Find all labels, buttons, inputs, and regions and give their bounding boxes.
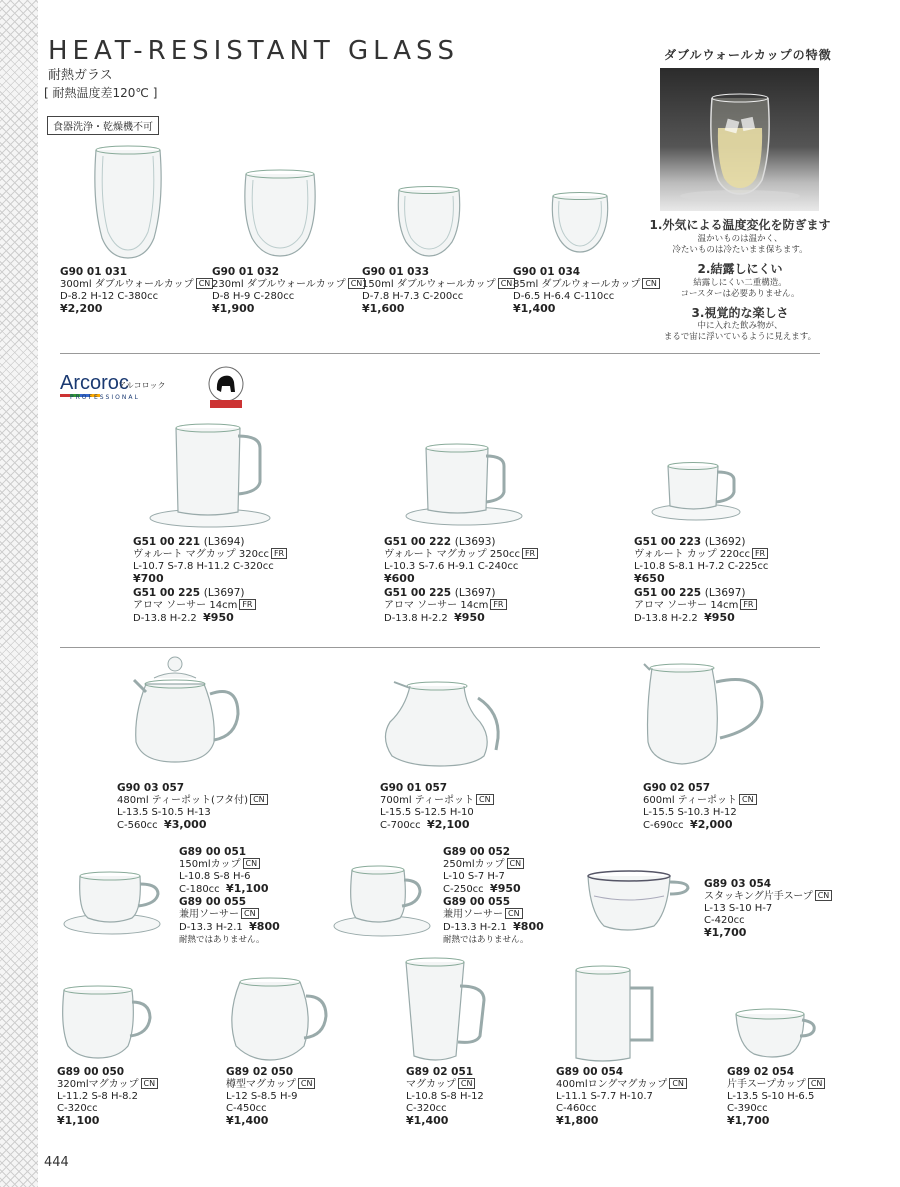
cup-150-with-saucer-image [62,870,166,938]
teapot-480-image [130,654,244,770]
product-name: 250mlカップ [443,859,505,870]
product-code-line [133,587,287,599]
page-hatch-margin [0,0,38,1187]
product-price: ¥1,400 [406,1114,449,1127]
product-dims: D-13.8 H-2.2 [384,613,448,624]
feature-1-line-2: 冷たいものは冷たいまま保ちます。 [672,245,808,255]
origin-tag: CN [815,890,833,901]
origin-tag: CN [669,1078,687,1089]
product-dims: L-13.5 S-10 H-6.5 [727,1091,815,1102]
product-name: マグカップ [406,1079,456,1090]
product-code: G51 00 223 [634,536,702,548]
product-dims: D-13.3 H-2.1 [179,922,243,933]
not-heat-resistant-note: 耐熱ではありません。 [179,935,265,945]
product-dims: D-13.8 H-2.2 [133,613,197,624]
product-dims-price-line [179,921,280,934]
product-price: ¥950 [454,611,485,624]
product-dims: L-11.2 S-8 H-8.2 [57,1091,138,1102]
product-cap-price-line [443,883,544,896]
product-dims: L-13 S-10 H-7 [704,903,773,914]
product-price: ¥1,100 [226,882,269,895]
product-capacity: C-700cc [380,820,421,831]
origin-tag: CN [476,794,494,805]
page-subtitle: 耐熱ガラス [48,68,113,83]
product-name: アロマ ソーサー 14cm [384,600,489,611]
product-dims: D-8 H-9 C-280cc [212,291,295,302]
origin-tag: CN [243,858,261,869]
product-code: G89 00 054 [556,1066,624,1078]
product-g9003057 [117,782,268,832]
volute-mug-320-image [148,418,272,530]
product-name-line [212,278,365,291]
mug-tall-320-image [400,956,490,1066]
product-name: 兼用ソーサー [179,909,239,920]
feature-2-line-2: コースターは必要ありません。 [680,289,800,299]
origin-tag: CN [505,908,523,919]
stacking-soup-cup-image [584,868,692,938]
product-dims: L-10.3 S-7.6 H-9.1 C-240cc [384,561,519,572]
origin-tag: FR [752,548,768,559]
product-price: ¥700 [133,572,164,585]
page-title: HEAT-RESISTANT GLASS [48,36,460,66]
product-dims: D-7.8 H-7.3 C-200cc [362,291,464,302]
soup-cup-image [732,1006,818,1062]
product-name-line [513,278,660,291]
origin-tag: CN [498,278,516,289]
product-capacity: C-250cc [443,884,484,895]
feature-3-heading: 3.視覚的な楽しさ [691,306,789,320]
product-name: アロマ ソーサー 14cm [634,600,739,611]
product-name-line [384,548,538,561]
feature-3-line-2: まるで宙に浮いているように見えます。 [663,332,817,342]
origin-tag: CN [241,908,259,919]
page-number: 444 [44,1155,69,1170]
product-code: G89 02 051 [406,1066,474,1078]
product-code: G90 01 032 [212,266,280,278]
product-name: 85ml ダブルウォールカップ [513,279,641,290]
arcoroc-logo-sub: PROFESSIONAL [70,394,140,401]
section-divider [60,353,820,354]
product-name: 兼用ソーサー [443,909,503,920]
product-code-line [133,536,287,548]
product-code: G90 01 057 [380,782,448,794]
double-wall-cup-300-image [88,142,168,264]
origin-tag: FR [271,548,287,559]
product-ref: (L3692) [704,536,746,548]
product-price: ¥2,000 [690,818,733,831]
product-capacity: C-180cc [179,884,220,895]
product-code-line [384,587,538,599]
feature-1-heading: 1.外気による温度変化を防ぎます [649,218,831,232]
product-g8900051 [179,846,280,946]
arcoroc-logo: Arcoroc [60,372,129,394]
product-dims: L-10 S-7 H-7 [443,871,505,882]
feature-1-line-1: 温かいものは温かく、 [697,234,783,244]
origin-tag: CN [141,1078,159,1089]
product-name: スタッキング片手スープ [704,891,813,902]
product-dims: L-13.5 S-10.5 H-13 [117,807,211,818]
product-code: G89 00 052 [443,846,511,858]
cup-250-with-saucer-image [330,864,434,940]
origin-tag: CN [507,858,525,869]
origin-tag: FR [522,548,538,559]
product-g5100222 [384,536,538,625]
product-ref: (L3697) [454,587,496,599]
product-cap-price-line [643,819,757,832]
product-price: ¥2,200 [60,302,103,315]
product-price: ¥800 [513,920,544,933]
product-g8902051 [406,1066,484,1127]
product-price: ¥1,700 [727,1114,770,1127]
temperature-note: [ 耐熱温度差120℃ ] [44,86,158,100]
product-price: ¥1,400 [513,302,556,315]
product-code: G51 00 225 [133,587,201,599]
origin-tag: CN [196,278,214,289]
product-name-line [362,278,515,291]
product-price: ¥1,600 [362,302,405,315]
product-g9002057 [643,782,757,832]
product-price: ¥1,100 [57,1114,100,1127]
volute-mug-250-image [404,440,524,528]
product-price: ¥950 [490,882,521,895]
product-name: 400mlロングマグカップ [556,1079,668,1090]
section-divider [60,647,820,648]
product-dims: D-13.3 H-2.1 [443,922,507,933]
product-code-line [384,536,538,548]
product-code: G90 01 033 [362,266,430,278]
product-cap-price-line [179,883,280,896]
product-price: ¥2,100 [427,818,470,831]
product-g8902054 [727,1066,825,1127]
product-name-line [643,794,757,807]
features-title: ダブルウォールカップの特徴 [664,48,832,62]
feature-2-heading: 2.結露しにくい [697,262,783,276]
teapot-700-image [380,678,504,770]
origin-tag: CN [642,278,660,289]
product-g5100223 [634,536,768,625]
product-name: ヴォルート マグカップ 320cc [133,549,269,560]
product-name: 片手スープカップ [727,1079,806,1090]
extra-resistant-seal-image [204,364,248,412]
product-capacity: C-690cc [643,820,684,831]
product-g9001033 [362,266,515,315]
product-code: G89 00 051 [179,846,247,858]
product-price: ¥650 [634,572,665,585]
product-code-line [634,587,768,599]
product-code: G89 03 054 [704,878,772,890]
product-capacity: C-320cc [57,1103,98,1114]
product-name: 700ml ティーポット [380,795,474,806]
product-name-line [179,858,280,871]
product-name: 600ml ティーポット [643,795,737,806]
origin-tag: FR [490,599,506,610]
product-g8903054 [704,878,832,939]
origin-tag: CN [739,794,757,805]
product-name-line [704,890,832,903]
origin-tag: FR [740,599,756,610]
feature-2-line-1: 結露しにくい二重構造。 [693,278,787,288]
double-wall-cup-150-image [394,184,464,260]
product-code: G51 00 225 [384,587,452,599]
product-code: G90 03 057 [117,782,185,794]
origin-tag: CN [348,278,366,289]
dishwasher-badge: 食器洗浄・乾燥機不可 [47,116,159,135]
product-ref: (L3697) [203,587,245,599]
product-name-line [133,548,287,561]
product-name: 230ml ダブルウォールカップ [212,279,346,290]
product-name: 480ml ティーポット(フタ付) [117,795,249,806]
product-g8900052 [443,846,544,946]
product-price: ¥1,800 [556,1114,599,1127]
product-dims: L-15.5 S-12.5 H-10 [380,807,474,818]
product-cap-price-line [117,819,268,832]
product-g9001057 [380,782,494,832]
volute-cup-220-image [650,458,748,526]
product-capacity: C-320cc [406,1103,447,1114]
product-code: G89 02 054 [727,1066,795,1078]
product-name-line [60,278,213,291]
product-g8900050 [57,1066,158,1127]
product-dims: L-10.7 S-7.8 H-11.2 C-320cc [133,561,274,572]
product-name-line [226,1078,315,1091]
product-code-line [634,536,768,548]
not-heat-resistant-note: 耐熱ではありません。 [443,935,529,945]
double-wall-cup-230-image [240,166,320,262]
product-capacity: C-560cc [117,820,158,831]
product-dims: L-11.1 S-7.7 H-10.7 [556,1091,653,1102]
barrel-mug-image [226,976,330,1064]
product-code: G51 00 222 [384,536,452,548]
product-name: 樽型マグカップ [226,1079,296,1090]
brand-jp-name: アルコロック [118,381,166,390]
product-code: G51 00 225 [634,587,702,599]
product-dims-price-line [634,612,768,625]
mug-320-image [58,982,154,1062]
product-name: ヴォルート マグカップ 250cc [384,549,520,560]
origin-tag: CN [298,1078,316,1089]
product-name-line [634,599,768,612]
product-name: 320mlマグカップ [57,1079,139,1090]
product-cap-price-line [380,819,494,832]
product-price: ¥3,000 [164,818,207,831]
product-name-line [443,858,544,871]
product-dims: D-13.8 H-2.2 [634,613,698,624]
feature-3-line-1: 中に入れた飲み物が、 [697,321,783,331]
product-name: 150mlカップ [179,859,241,870]
product-name: 300ml ダブルウォールカップ [60,279,194,290]
product-code: G89 00 055 [179,896,247,908]
product-g9001034 [513,266,660,315]
product-ref: (L3693) [454,536,496,548]
product-code: G90 01 031 [60,266,128,278]
product-dims-price-line [443,921,544,934]
product-name-line [380,794,494,807]
product-name-line [634,548,768,561]
product-g8902050 [226,1066,315,1127]
product-dims: D-6.5 H-6.4 C-110cc [513,291,615,302]
product-g5100221 [133,536,287,625]
product-price: ¥950 [203,611,234,624]
product-code: G90 01 034 [513,266,581,278]
product-capacity: C-390cc [727,1103,768,1114]
product-name: アロマ ソーサー 14cm [133,600,238,611]
product-price: ¥950 [704,611,735,624]
product-capacity: C-420cc [704,915,745,926]
double-wall-drink-image [660,68,819,211]
features-photo [660,68,819,211]
origin-tag: FR [239,599,255,610]
product-price: ¥1,400 [226,1114,269,1127]
product-dims: L-15.5 S-10.3 H-12 [643,807,737,818]
product-g8900054 [556,1066,687,1127]
origin-tag: CN [250,794,268,805]
product-name-line [727,1078,825,1091]
product-dims: L-10.8 S-8.1 H-7.2 C-225cc [634,561,769,572]
product-name-line [406,1078,484,1091]
product-price: ¥1,700 [704,926,747,939]
product-dims: L-12 S-8.5 H-9 [226,1091,298,1102]
product-name: ヴォルート カップ 220cc [634,549,750,560]
product-code: G89 02 050 [226,1066,294,1078]
product-ref: (L3694) [203,536,245,548]
product-capacity: C-460cc [556,1103,597,1114]
product-g9001031 [60,266,213,315]
product-dims: D-8.2 H-12 C-380cc [60,291,159,302]
product-dims: L-10.8 S-8 H-12 [406,1091,484,1102]
product-g9001032 [212,266,365,315]
product-code: G89 00 055 [443,896,511,908]
product-dims: L-10.8 S-8 H-6 [179,871,251,882]
product-dims-price-line [133,612,287,625]
product-dims-price-line [384,612,538,625]
product-price: ¥800 [249,920,280,933]
long-mug-400-image [570,964,666,1066]
double-wall-cup-85-image [548,190,612,256]
origin-tag: CN [808,1078,826,1089]
product-capacity: C-450cc [226,1103,267,1114]
product-name-line [117,794,268,807]
product-name-line [57,1078,158,1091]
product-code: G89 00 050 [57,1066,125,1078]
teapot-600-image [642,658,768,770]
product-code: G51 00 221 [133,536,201,548]
product-ref: (L3697) [704,587,746,599]
product-code: G90 02 057 [643,782,711,794]
product-name: 150ml ダブルウォールカップ [362,279,496,290]
product-price: ¥600 [384,572,415,585]
product-price: ¥1,900 [212,302,255,315]
origin-tag: CN [458,1078,476,1089]
product-name-line [556,1078,687,1091]
